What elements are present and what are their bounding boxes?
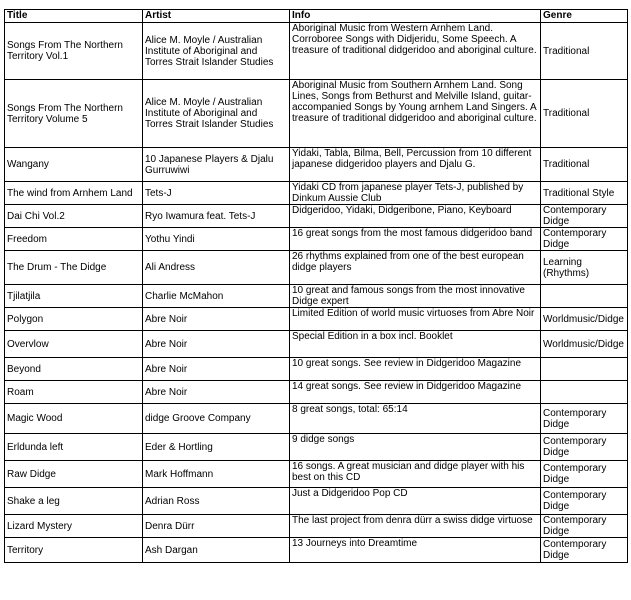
header-artist: Artist [143,10,290,23]
cell-info: Special Edition in a box incl. Booklet [290,331,541,358]
table-row [5,381,628,404]
table-row [5,515,628,538]
cell-info: Aboriginal Music from Western Arnhem Land. Corroboree Songs with Didjeridu, Some Speech. A treasure of traditional didgeridoo and aboriginal culture. [290,23,541,80]
cell-genre: Traditional [541,23,628,80]
cell-title: Raw Didge [5,461,143,488]
cell-title: Wangany [5,148,143,182]
cell-genre: Worldmusic/Didge [541,308,628,331]
cell-title: Tjilatjila [5,285,143,308]
cell-title: Territory [5,538,143,563]
cell-info: 16 songs. A great musician and didge player with his best on this CD [290,461,541,488]
cell-artist: Alice M. Moyle / Australian Institute of Aboriginal and Torres Strait Islander Studies [143,80,290,148]
table-row [5,538,628,563]
cell-artist: 10 Japanese Players & Djalu Gurruwiwi [143,148,290,182]
table-row [5,488,628,515]
cell-info: The last project from denra dürr a swiss didge virtuose [290,515,541,538]
table-row [5,23,628,80]
table-row [5,205,628,228]
cell-info: 16 great songs from the most famous didgeridoo band [290,228,541,251]
table-row [5,228,628,251]
cell-title: Songs From The Northern Territory Volume 5 [5,80,143,148]
cell-artist: Abre Noir [143,381,290,404]
cell-title: Lizard Mystery [5,515,143,538]
cell-title: Erldunda left [5,434,143,461]
cell-info: 8 great songs, total: 65:14 [290,404,541,434]
cd-table [4,9,628,563]
table-row [5,358,628,381]
cell-genre: Traditional [541,148,628,182]
cell-info: Aboriginal Music from Southern Arnhem Land. Song Lines, Songs from Bethurst and Melville Island, guitar-accompanied Songs by Young arnhem Land Singers. A treasure of traditional didgeridoo and aboriginal culture. [290,80,541,148]
cell-info: Didgeridoo, Yidaki, Didgeribone, Piano, Keyboard [290,205,541,228]
header-genre: Genre [541,10,628,23]
cell-artist: Ryo Iwamura feat. Tets-J [143,205,290,228]
table-row [5,182,628,205]
cell-artist: Abre Noir [143,331,290,358]
cell-info: 9 didge songs [290,434,541,461]
cell-title: Freedom [5,228,143,251]
cell-info: 10 great and famous songs from the most innovative Didge expert [290,285,541,308]
table-row [5,308,628,331]
cell-artist: Abre Noir [143,358,290,381]
cell-info: 13 Journeys into Dreamtime [290,538,541,563]
cell-genre: Contemporary Didge [541,488,628,515]
cell-artist: Ash Dargan [143,538,290,563]
cell-title: The Drum - The Didge [5,251,143,285]
cell-title: Songs From The Northern Territory Vol.1 [5,23,143,80]
header-row [5,10,628,23]
cell-title: The wind from Arnhem Land [5,182,143,205]
table-row [5,80,628,148]
cell-title: Overvlow [5,331,143,358]
cell-artist: Alice M. Moyle / Australian Institute of Aboriginal and Torres Strait Islander Studies [143,23,290,80]
cell-genre: Worldmusic/Didge [541,331,628,358]
cell-title: Polygon [5,308,143,331]
cell-info: 14 great songs. See review in Didgeridoo Magazine [290,381,541,404]
cell-genre: Contemporary Didge [541,538,628,563]
cell-artist: Mark Hoffmann [143,461,290,488]
cell-genre: Contemporary Didge [541,205,628,228]
cell-genre [541,285,628,308]
cell-artist: Tets-J [143,182,290,205]
cell-artist: Denra Dürr [143,515,290,538]
cell-genre: Contemporary Didge [541,434,628,461]
table-row [5,285,628,308]
table-row [5,148,628,182]
table-row [5,461,628,488]
cell-info: Yidaki CD from japanese player Tets-J, published by Dinkum Aussie Club [290,182,541,205]
cell-artist: Eder & Hortling [143,434,290,461]
cell-artist: Charlie McMahon [143,285,290,308]
cell-info: Yidaki, Tabla, Bilma, Bell, Percussion from 10 different japanese didgeridoo players and Djalu G. [290,148,541,182]
cell-artist: Adrian Ross [143,488,290,515]
cell-title: Roam [5,381,143,404]
table-row [5,434,628,461]
cell-artist: didge Groove Company [143,404,290,434]
cell-info: 26 rhythms explained from one of the best european didge players [290,251,541,285]
table-row [5,331,628,358]
cell-title: Beyond [5,358,143,381]
cell-artist: Abre Noir [143,308,290,331]
cell-genre: Traditional Style [541,182,628,205]
cell-info: Just a Didgeridoo Pop CD [290,488,541,515]
table-row [5,251,628,285]
cell-genre [541,381,628,404]
cell-genre: Contemporary Didge [541,461,628,488]
cell-genre: Contemporary Didge [541,515,628,538]
cell-title: Shake a leg [5,488,143,515]
header-info: Info [290,10,541,23]
cell-artist: Yothu Yindi [143,228,290,251]
cell-artist: Ali Andress [143,251,290,285]
table-row [5,404,628,434]
cell-genre [541,358,628,381]
cell-genre: Contemporary Didge [541,404,628,434]
cell-genre: Traditional [541,80,628,148]
cell-genre: Contemporary Didge [541,228,628,251]
cell-info: Limited Edition of world music virtuoses from Abre Noir [290,308,541,331]
cell-title: Dai Chi Vol.2 [5,205,143,228]
header-title: Title [5,10,143,23]
cell-info: 10 great songs. See review in Didgeridoo Magazine [290,358,541,381]
cell-genre: Learning (Rhythms) [541,251,628,285]
cell-title: Magic Wood [5,404,143,434]
